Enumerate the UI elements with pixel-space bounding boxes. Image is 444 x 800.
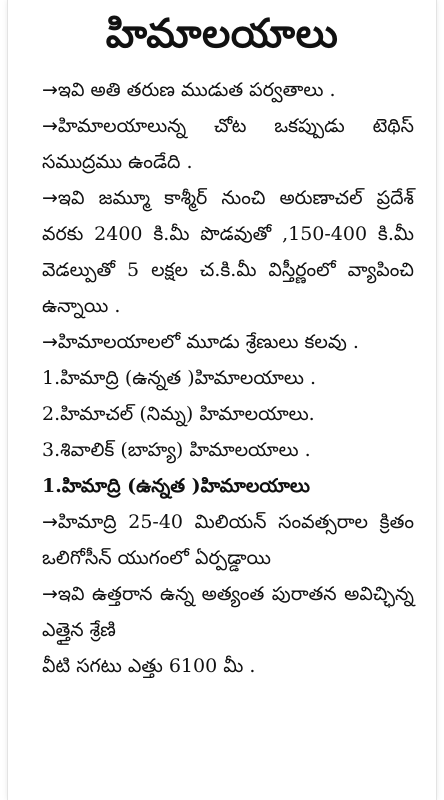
arrow-icon: → xyxy=(42,511,58,533)
range-list-item: 3.శివాలిక్ (బాహ్య) హిమాలయాలు . xyxy=(42,439,311,461)
paragraph-text: హిమాలయాలలో మూడు శ్రేణులు కలవు . xyxy=(57,331,359,353)
paragraph: వీటి సగటు ఎత్తు 6100 మీ . xyxy=(42,655,256,677)
arrow-icon: → xyxy=(42,583,58,605)
section-heading: 1.హిమాద్రి (ఉన్నత )హిమాలయాలు xyxy=(42,475,310,497)
range-list-item: 1.హిమాద్రి (ఉన్నత )హిమాలయాలు . xyxy=(42,367,316,389)
paragraph xyxy=(42,324,414,360)
paragraph-text: ఇవి జమ్మూ కాశ్మీర్ నుంచి అరుణాచల్ ప్రదేశ్ వరకు 2400 కి.మీ పొడవుతో ,150-400 కి.మీ వెడల్పుతో 5 లక్షల చ.కి.మీ విస్తీర్ణంలో వ్యాపించి ఉన్నాయి . xyxy=(42,187,414,317)
arrow-icon: → xyxy=(42,115,58,137)
range-list-item: 2.హిమాచల్ (నిమ్న) హిమాలయాలు. xyxy=(42,403,315,425)
paragraph-text: హిమాలయాలున్న చోట ఒకప్పుడు టెథిస్ సముద్రము ఉండేది . xyxy=(42,115,414,173)
paragraph xyxy=(42,180,414,324)
paragraph-text: ఇవి ఉత్తరాన ఉన్న అత్యంత పురాతన అవిచ్ఛిన్న ఎత్తైన శ్రేణి xyxy=(42,583,414,641)
paragraph xyxy=(42,72,414,108)
paragraph-text: ఇవి అతి తరుణ ముడుత పర్వతాలు . xyxy=(57,79,336,101)
paragraph xyxy=(42,108,414,180)
paragraph xyxy=(42,504,414,576)
document-page xyxy=(8,0,436,800)
document-body xyxy=(8,72,436,684)
paragraph xyxy=(42,576,414,648)
arrow-icon: → xyxy=(42,187,58,209)
page-title: హిమాలయాలు xyxy=(105,11,339,57)
paragraph-text: హిమాద్రి 25-40 మిలియన్ సంవత్సరాల క్రితం ఒలిగోసీన్ యుగంలో ఏర్పడ్డాయి xyxy=(42,511,414,569)
arrow-icon: → xyxy=(42,79,58,101)
arrow-icon: → xyxy=(42,331,58,353)
